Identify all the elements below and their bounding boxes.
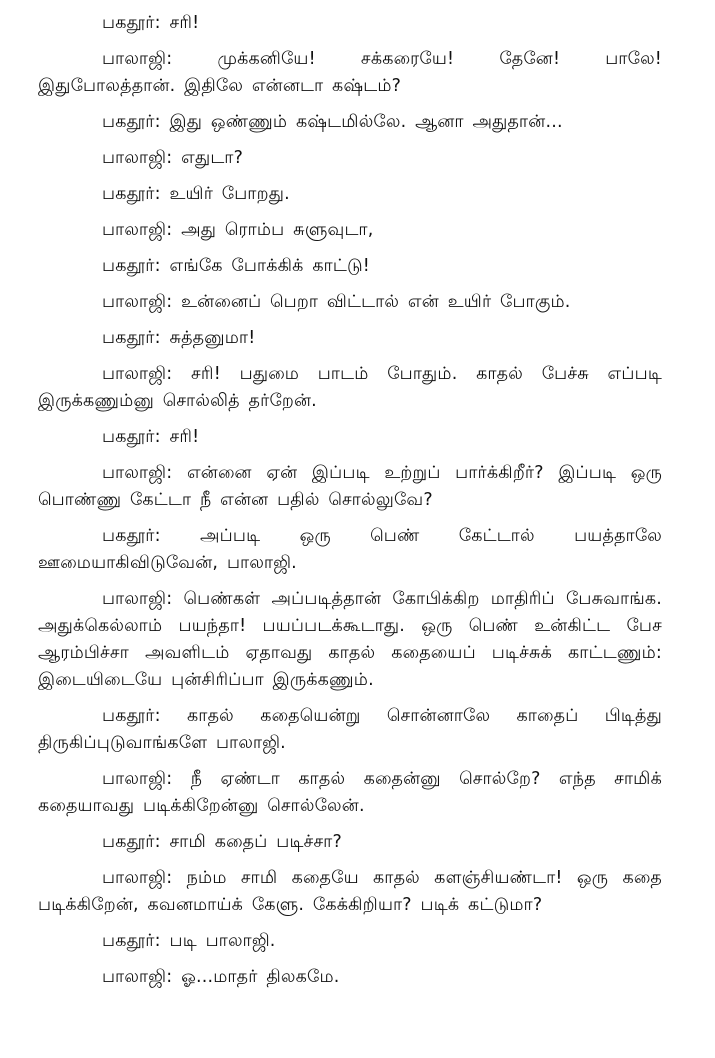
speaker-name: பாலாஜி: — [102, 220, 173, 240]
speech-text: அது ரொம்ப சுளுவுடா, — [181, 220, 374, 240]
dialogue-line — [38, 109, 662, 136]
speaker-name: பாலாஜி: — [102, 49, 173, 69]
speaker-name: பாலாஜி: — [102, 967, 173, 987]
speech-text: இது ஒண்ணும் கஷ்டமில்லே. ஆனா அதுதான்... — [169, 112, 563, 132]
dialogue-line — [38, 460, 662, 514]
dialogue-line — [38, 325, 662, 352]
speaker-name: பகதூர்: — [102, 706, 161, 726]
speech-text: சரி! — [169, 427, 200, 447]
speech-text: ஓ...மாதர் திலகமே. — [181, 967, 340, 987]
dialogue-line — [38, 145, 662, 172]
speaker-name: பாலாஜி: — [102, 364, 173, 384]
speech-text: உன்னைப் பெறா விட்டால் என் உயிர் போகும். — [181, 292, 571, 312]
speaker-name: பகதூர்: — [102, 328, 161, 348]
dialogue-line — [38, 181, 662, 208]
dialogue-line — [38, 865, 662, 919]
speaker-name: பாலாஜி: — [102, 292, 173, 312]
speaker-name: பாலாஜி: — [102, 589, 173, 609]
speech-text: காதல் கதையென்று சொன்னாலே காதைப் பிடித்து திருகிப்புடுவாங்களே பாலாஜி. — [38, 706, 663, 753]
dialogue-line — [38, 928, 662, 955]
dialogue-line — [38, 424, 662, 451]
dialogue-line — [38, 289, 662, 316]
speaker-name: பகதூர்: — [102, 184, 161, 204]
speech-text: படி பாலாஜி. — [169, 931, 276, 951]
speaker-name: பகதூர்: — [102, 13, 161, 33]
dialogue-line — [38, 964, 662, 991]
speaker-name: பகதூர்: — [102, 112, 161, 132]
speech-text: சரி! பதுமை பாடம் போதும். காதல் பேச்சு எப்படி இருக்கணும்னு சொல்லித் தர்றேன். — [38, 364, 662, 411]
speaker-name: பகதூர்: — [102, 931, 161, 951]
speech-text: சாமி கதைப் படிச்சா? — [169, 832, 342, 852]
speech-text: எங்கே போக்கிக் காட்டு! — [169, 256, 371, 276]
speaker-name: பகதூர்: — [102, 256, 161, 276]
speaker-name: பாலாஜி: — [102, 148, 173, 168]
speaker-name: பகதூர்: — [102, 832, 161, 852]
speech-text: சரி! — [169, 13, 200, 33]
speaker-name: பாலாஜி: — [102, 769, 173, 789]
speech-text: நீ ஏண்டா காதல் கதைன்னு சொல்றே? எந்த சாமிக் கதையாவது படிக்கிறேன்னு சொல்லேன். — [38, 769, 662, 816]
dialogue-line — [38, 766, 662, 820]
dialogue-line — [38, 361, 662, 415]
speech-text: நம்ம சாமி கதையே காதல் களஞ்சியண்டா! ஒரு கதை படிக்கிறேன், கவனமாய்க் கேளு. கேக்கிறியா? படிக் கட்டுமா? — [38, 868, 663, 915]
dialogue-line — [38, 253, 662, 280]
speech-text: பெண்கள் அப்படித்தான் கோபிக்கிற மாதிரிப் பேசுவாங்க. அதுக்கெல்லாம் பயந்தா! பயப்படக்கூடாது. ஒரு பெண் உன்கிட்ட பேச ஆரம்பிச்சா அவளிடம் ஏதாவது காதல் கதையைப் படிச்சுக் காட்டணும்: இடையிடையே புன்சிரிப்பா இருக்கணும். — [38, 589, 663, 690]
dialogue-line — [38, 523, 662, 577]
speech-text: அப்படி ஒரு பெண் கேட்டால் பயத்தாலே ஊமையாகிவிடுவேன், பாலாஜி. — [38, 526, 662, 573]
speaker-name: பகதூர்: — [102, 427, 161, 447]
speaker-name: பகதூர்: — [102, 526, 161, 546]
speech-text: முக்கனியே! சக்கரையே! தேனே! பாலே! இதுபோலத்தான். இதிலே என்னடா கஷ்டம்? — [38, 49, 663, 96]
speech-text: எதுடா? — [181, 148, 244, 168]
dialogue-column — [38, 10, 662, 1000]
dialogue-line — [38, 586, 662, 694]
speech-text: என்னை ஏன் இப்படி உற்றுப் பார்க்கிறீர்? இப்படி ஒரு பொண்ணு கேட்டா நீ என்ன பதில் சொல்லுவே? — [38, 463, 663, 510]
speech-text: உயிர் போறது. — [169, 184, 290, 204]
speech-text: சுத்தனுமா! — [169, 328, 256, 348]
dialogue-line — [38, 217, 662, 244]
dialogue-line — [38, 703, 662, 757]
dialogue-line — [38, 10, 662, 37]
speaker-name: பாலாஜி: — [102, 463, 173, 483]
dialogue-line — [38, 829, 662, 856]
speaker-name: பாலாஜி: — [102, 868, 173, 888]
dialogue-line — [38, 46, 662, 100]
